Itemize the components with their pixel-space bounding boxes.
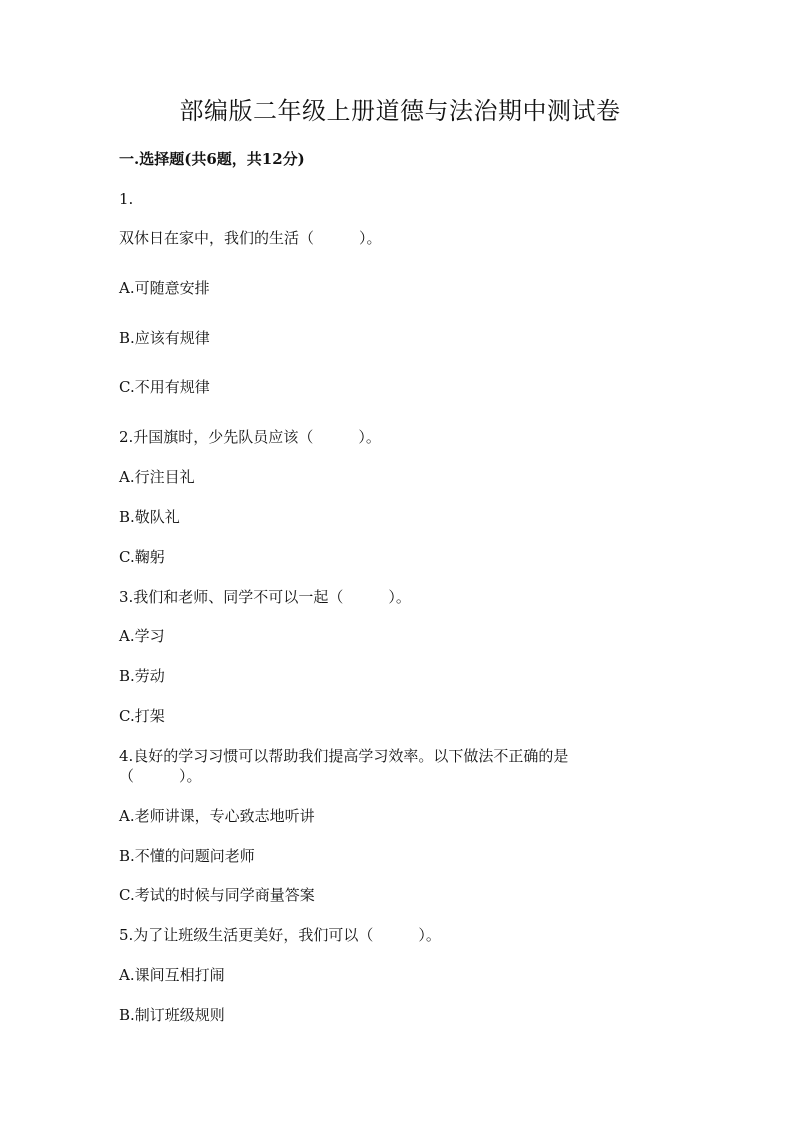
question-4-option-b: B.不懂的问题问老师 [119,847,255,865]
question-1-option-b: B.应该有规律 [119,329,210,347]
question-2-option-c: C.鞠躬 [119,548,165,566]
section-heading: 一.选择题(共6题，共12分) [119,150,305,168]
question-2-stem: 2.升国旗时，少先队员应该（ ）。 [119,428,381,446]
question-3-option-a: A.学习 [119,627,165,645]
question-4-stem: 4.良好的学习习惯可以帮助我们提高学习效率。以下做法不正确的是（ ）。 [119,747,569,785]
page-title: 部编版二年级上册道德与法治期中测试卷 [179,97,621,125]
question-3-stem: 3.我们和老师、同学不可以一起（ ）。 [119,588,411,606]
question-5-stem: 5.为了让班级生活更美好，我们可以（ ）。 [119,926,441,944]
question-3-option-c: C.打架 [119,707,165,725]
question-5-option-a: A.课间互相打闹 [119,966,225,984]
question-2-option-b: B.敬队礼 [119,508,180,526]
question-1-option-a: A.可随意安排 [119,279,210,297]
question-1-stem: 双休日在家中，我们的生活（ ）。 [119,229,382,247]
question-1-number: 1. [119,190,134,208]
question-1-option-c: C.不用有规律 [119,378,210,396]
question-4-option-a: A.老师讲课，专心致志地听讲 [119,807,315,825]
question-2-option-a: A.行注目礼 [119,468,195,486]
question-4-option-c: C.考试的时候与同学商量答案 [119,886,315,904]
question-3-option-b: B.劳动 [119,667,165,685]
question-5-option-b: B.制订班级规则 [119,1006,225,1024]
